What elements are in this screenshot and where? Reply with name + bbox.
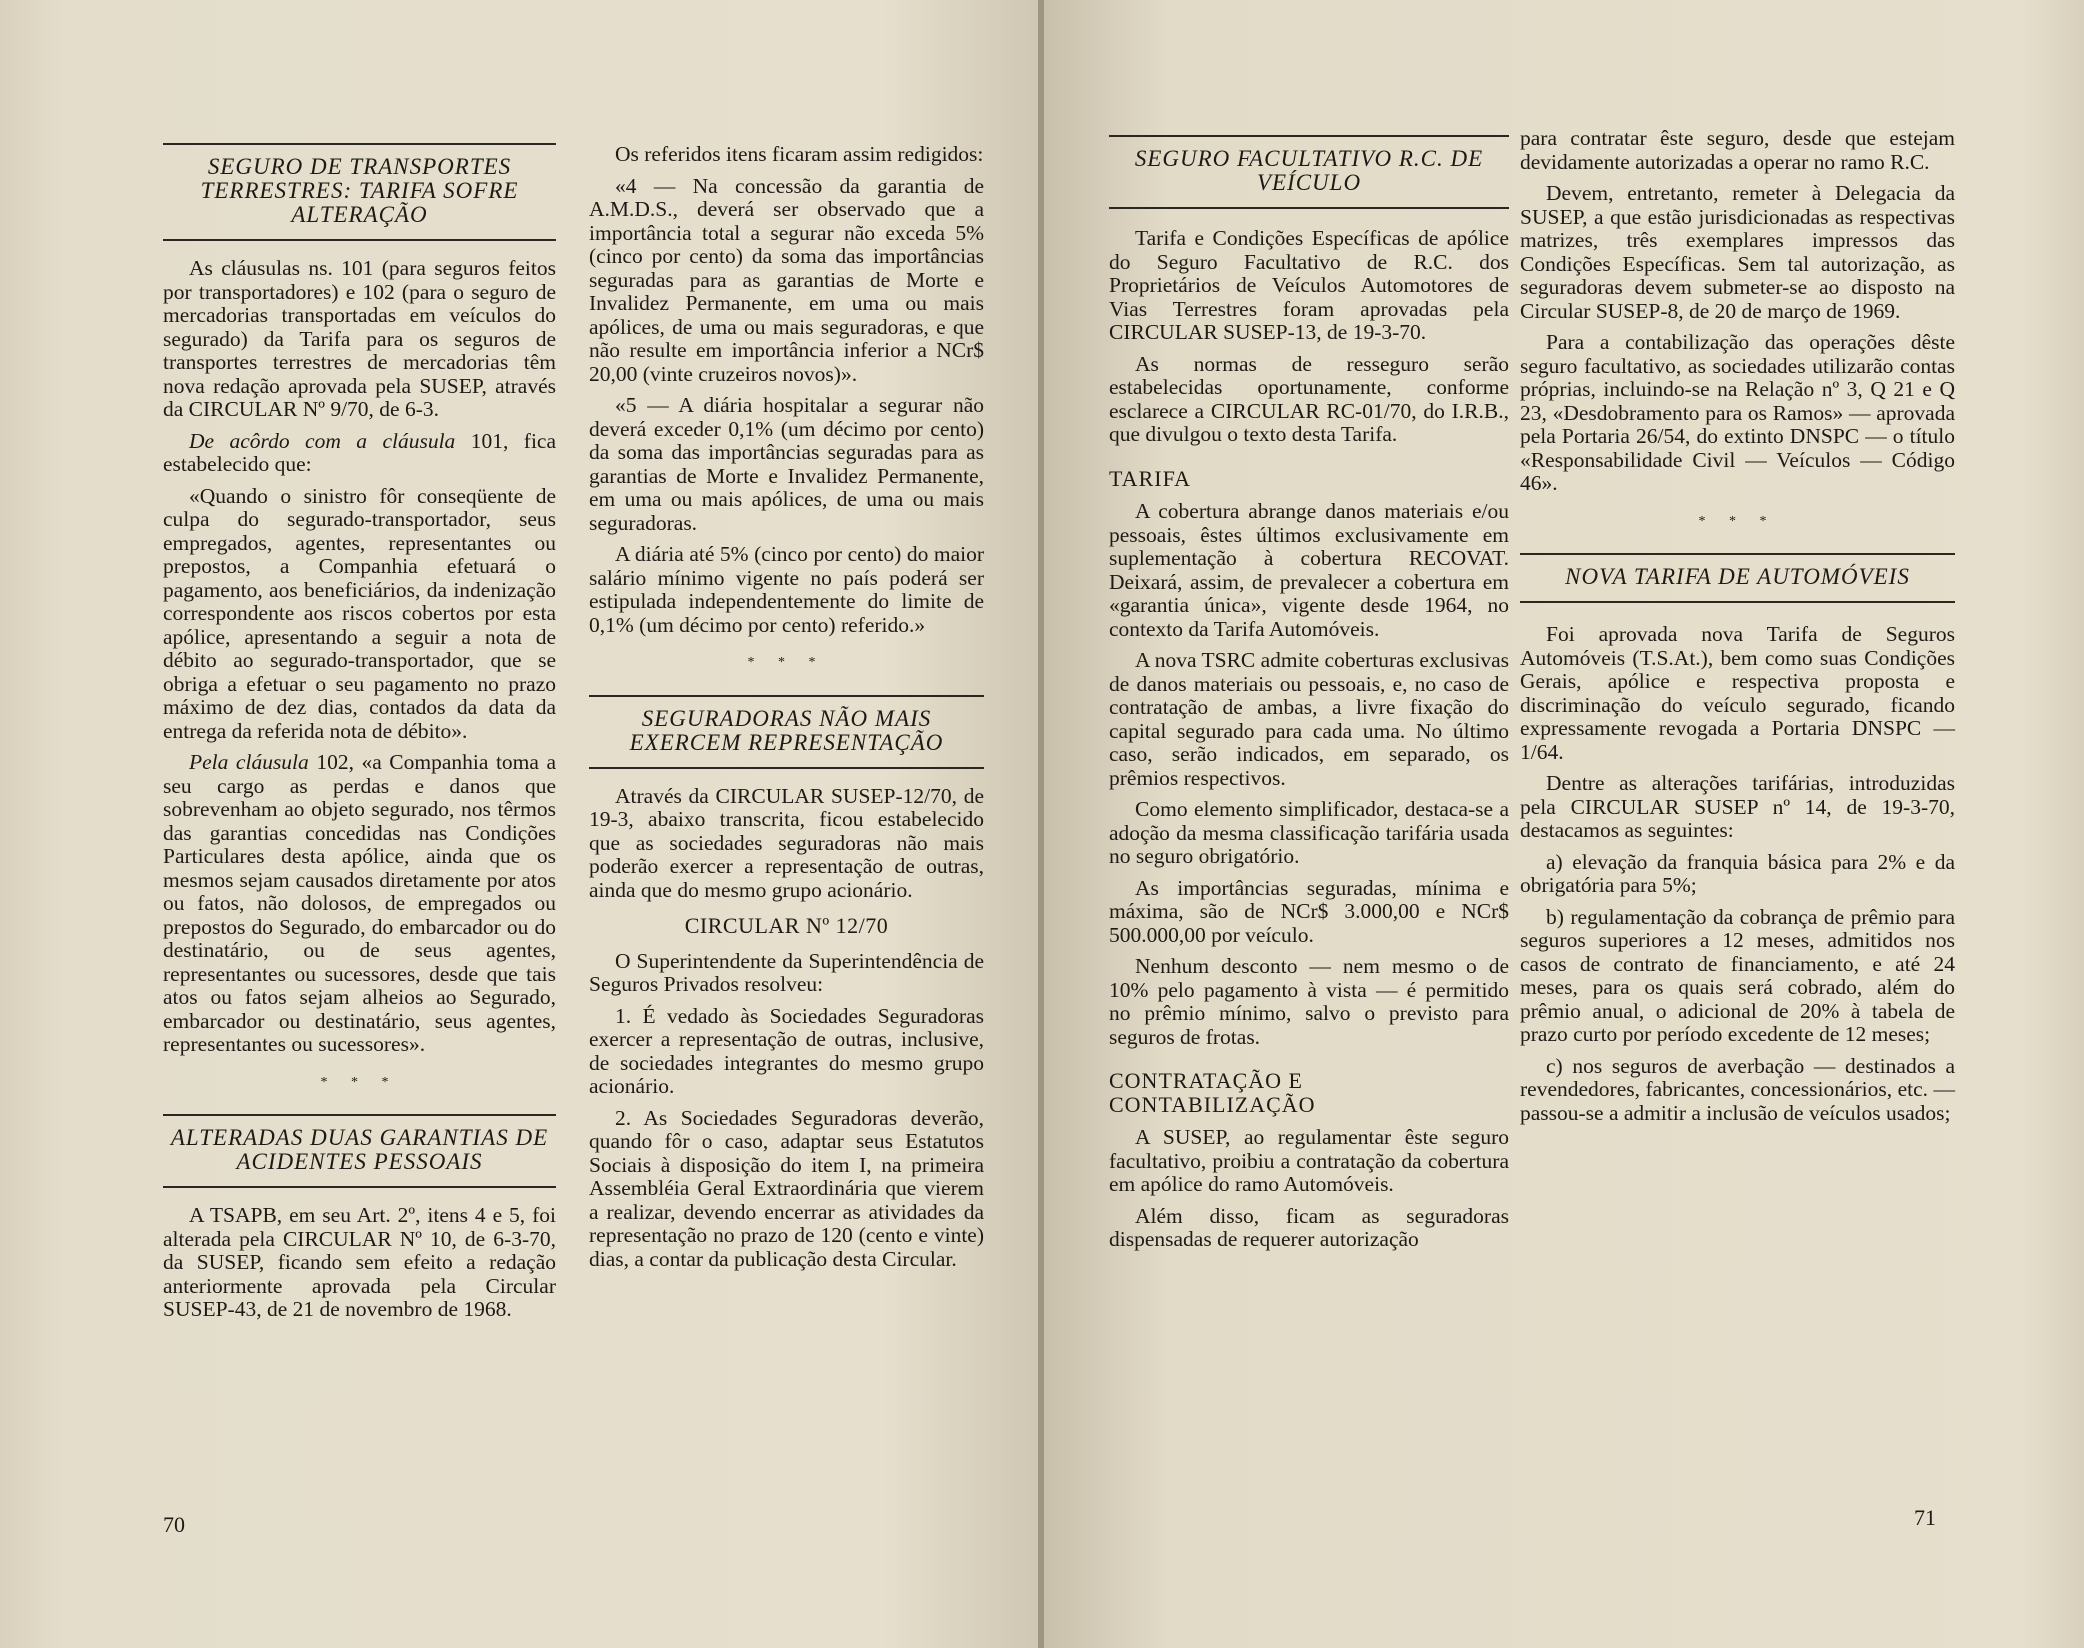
heading-rule-top — [163, 1114, 556, 1116]
page-number: 70 — [163, 1512, 185, 1537]
heading-rule-bottom — [589, 767, 984, 769]
paragraph — [163, 430, 556, 477]
paragraph: A TSAPB, em seu Art. 2º, itens 4 e 5, foi alterada pela CIRCULAR Nº 10, de 6-3-70, da SUSEP, ficando sem efeito a redação anteriormente aprovada pela Circular SUSEP-43, de 21 de novembro de 1968. — [163, 1203, 556, 1321]
paragraph: A cobertura abrange danos materiais e/ou pessoais, êstes últimos exclusivamente em suplementação à cobertura RECOVAT. Deixará, assim, de prevalecer a cobertura em «garantia única», vigente desde 1964, no contexto da Tarifa Automóveis. — [1109, 499, 1509, 641]
paragraph: Para a contabilização das operações dêste seguro facultativo, as sociedades utilizarão contas próprias, incluindo-se na Relação nº 3, Q 21 e Q 23, «Desdobramento para os Ramos» — aprovada pela Portaria 26/54, do extinto DNSPC — o título «Responsabilidade Civil — Veículos — Código 46». — [1520, 330, 1955, 495]
paragraph: Através da CIRCULAR SUSEP-12/70, de 19-3, abaixo transcrita, ficou estabelecido que as sociedades seguradoras não mais poderão exercer a representação de outras, ainda que do mesmo grupo acionário. — [589, 783, 984, 902]
heading-rule-top — [1109, 135, 1509, 137]
left-column-1 — [163, 143, 556, 1330]
heading-rule-bottom — [1520, 601, 1955, 603]
page-number: 71 — [1914, 1505, 1936, 1530]
text: 101, fica estabelecido que: — [163, 428, 557, 476]
paragraph — [163, 751, 556, 1057]
paragraph: O Superintendente da Superintendência de Seguros Privados resolveu: — [589, 948, 984, 996]
paragraph: c) nos seguros de averbação — destinados a revendedores, fabricantes, concessionários, etc. — passou-se a admitir a inclusão de veículos usados; — [1520, 1053, 1955, 1125]
right-column-2 — [1520, 127, 1955, 1133]
paragraph: As normas de resseguro serão estabelecidas oportunamente, conforme esclarece a CIRCULAR RC-01/70, do I.R.B., que divulgou o texto desta Tarifa. — [1109, 351, 1509, 446]
heading-seguro-facultativo: SEGURO FACULTATIVO R.C. DE VEÍCULO — [1134, 146, 1484, 195]
paragraph: Devem, entretanto, remeter à Delegacia da SUSEP, a que estão jurisdicionadas as respectivas matrizes, três exemplares impressos das Condições Específicas. Sem tal autorização, as seguradoras devem submeter-se ao disposto na Circular SUSEP-8, de 20 de março de 1969. — [1520, 181, 1955, 323]
paragraph: A SUSEP, ao regulamentar êste seguro facultativo, proibiu a contratação da cobertura em apólice do ramo Automóveis. — [1109, 1125, 1509, 1196]
paragraph: para contratar êste seguro, desde que estejam devidamente autorizadas a operar no ramo R.C. — [1520, 126, 1955, 174]
paragraph: Os referidos itens ficaram assim redigidos: — [615, 142, 984, 166]
paragraph: Como elemento simplificador, destaca-se a adoção da mesma classificação tarifária usada no seguro obrigatório. — [1109, 797, 1509, 868]
heading-nova-tarifa: NOVA TARIFA DE AUTOMÓVEIS — [1565, 564, 1910, 589]
paragraph: Foi aprovada nova Tarifa de Seguros Automóveis (T.S.At.), bem como suas Condições Gerais, apólice e respectiva proposta e discriminação do veículo segurado, ficando expressamente revogada a Portaria DNSPC — 1/64. — [1520, 622, 1955, 764]
section-separator: * * * — [747, 655, 826, 670]
paragraph: As cláusulas ns. 101 (para seguros feitos por transportadores) e 102 (para o seguro de mercadorias transportadas em veículos do segurado) da Tarifa para os seguros de transportes terrestres de mercadorias têm nova redação aprovada pela SUSEP, através da CIRCULAR Nº 9/70, de 6-3. — [163, 256, 556, 421]
heading-seguro-transportes: SEGURO DE TRANSPORTES TERRESTRES: TARIFA SOFRE ALTERAÇÃO — [200, 154, 519, 227]
paragraph: 2. As Sociedades Seguradoras deverão, quando fôr o caso, adaptar seus Estatutos Sociais à disposição do item I, na primeira Assembléia Geral Extraordinária que vierem a realizar, devendo encerrar as atividades da representação no prazo de 120 (cento e vinte) dias, a contar da publicação desta Circular. — [589, 1105, 984, 1271]
italic-text: De acôrdo com a cláusula — [189, 428, 456, 453]
heading-rule-bottom — [1109, 207, 1509, 209]
paragraph: a) elevação da franquia básica para 2% e da obrigatória para 5%; — [1520, 849, 1955, 897]
left-column-2 — [589, 143, 984, 1279]
paragraph: 1. É vedado às Sociedades Seguradoras exercer a representação de outras, inclusive, de sociedades integrantes do mesmo grupo acionário. — [589, 1003, 984, 1098]
heading-rule-top — [589, 695, 984, 697]
right-page — [1044, 0, 2084, 1648]
paragraph: b) regulamentação da cobrança de prêmio para seguros superiores a 12 meses, admitidos nos casos de contrato de financiamento, e até 24 meses, para os quais será cobrado, além do prêmio anual, o adicional de 20% à tabela de prazo curto por período excedente de 12 meses; — [1520, 904, 1955, 1046]
subheading-tarifa: TARIFA — [1109, 465, 1192, 491]
heading-rule-top — [1520, 553, 1955, 555]
paragraph: Tarifa e Condições Específicas de apólice do Seguro Facultativo de R.C. dos Proprietários de Veículos Automotores de Vias Terrestres foram aprovadas pela CIRCULAR SUSEP-13, de 19-3-70. — [1109, 226, 1509, 344]
left-page — [0, 0, 1040, 1648]
paragraph: A nova TSRC admite coberturas exclusivas de danos materiais ou pessoais, e, no caso de contratação de ambas, a livre fixação do capital segurado para cada uma. No último caso, serão indicados, em separado, os prêmios respectivos. — [1109, 648, 1509, 790]
paragraph: «4 — Na concessão da garantia de A.M.D.S., deverá ser observado que a importância total a segurar não exceda 5% (cinco por cento) da soma das importâncias seguradas para as garantias de Morte e Invalidez Permanente, em uma ou mais apólices, de uma ou mais seguradoras, e que não resulte em importância inferior a NCr$ 20,00 (vinte cruzeiros novos)». — [589, 173, 984, 386]
paragraph: «Quando o sinistro fôr conseqüente de culpa do segurado-transportador, seus empregados, agentes, representantes ou prepostos, a Companhia efetuará o pagamento, aos beneficiários, da indenização correspondente aos riscos cobertos por esta apólice, apresentando a seguir a nota de débito ao segurado-transportador, que se obriga a efetuar o seu pagamento no prazo máximo de dez dias, contados da data da entrega da referida nota de débito». — [163, 483, 556, 743]
paragraph: «5 — A diária hospitalar a segurar não deverá exceder 0,1% (um décimo por cento) da soma das importâncias seguradas para as garantias de Morte e Invalidez Permanente, em uma ou mais apólices, de uma ou mais seguradoras. — [589, 393, 984, 535]
paragraph: Nenhum desconto — nem mesmo o de 10% pelo pagamento à vista — é permitido no prêmio mínimo, salvo o previsto para seguros de frotas. — [1109, 954, 1509, 1049]
heading-rule-bottom — [163, 1186, 556, 1188]
heading-rule-bottom — [163, 239, 556, 241]
italic-text: Pela cláusula — [189, 750, 309, 774]
paragraph: As importâncias seguradas, mínima e máxima, são de NCr$ 3.000,00 e NCr$ 500.000,00 por veículo. — [1109, 875, 1509, 947]
heading-seguradoras-representacao: SEGURADORAS NÃO MAIS EXERCEM REPRESENTAÇÃO — [629, 705, 944, 755]
paragraph: Além disso, ficam as seguradoras dispensadas de requerer autorização — [1109, 1203, 1509, 1251]
heading-alteradas-garantias: ALTERADAS DUAS GARANTIAS DE ACIDENTES PESSOAIS — [170, 1125, 549, 1174]
section-separator: * * * — [320, 1074, 399, 1090]
text: 102, «a Companhia toma a seu cargo as perdas e danos que sobrevenham ao objeto segurado, nos têrmos das garantias concedidas nas Condições Particulares desta apólice, ainda que os mesmos sejam causados diretamente por atos ou fatos, não dolosos, de empregados ou prepostos do Segurado, do embarcador ou do destinatário, ou de seus agentes, representantes ou sucessores, desde que tais atos ou fatos sejam alheios ao Segurado, embarcador ou destinatário, seus agentes, representantes ou sucessores». — [163, 750, 556, 1056]
paragraph: A diária até 5% (cinco por cento) do maior salário mínimo vigente no país poderá ser estipulada independentemente do limite de 0,1% (um décimo por cento) referido.» — [589, 542, 984, 637]
section-separator: * * * — [1698, 513, 1777, 529]
heading-rule-top — [163, 143, 556, 145]
paragraph: Dentre as alterações tarifárias, introduzidas pela CIRCULAR SUSEP nº 14, de 19-3-70, destacamos as seguintes: — [1520, 771, 1955, 842]
subheading-circular: CIRCULAR Nº 12/70 — [684, 913, 889, 938]
subheading-contratacao: CONTRATAÇÃO E CONTABILIZAÇÃO — [1109, 1068, 1316, 1117]
right-column-1 — [1109, 135, 1509, 1260]
